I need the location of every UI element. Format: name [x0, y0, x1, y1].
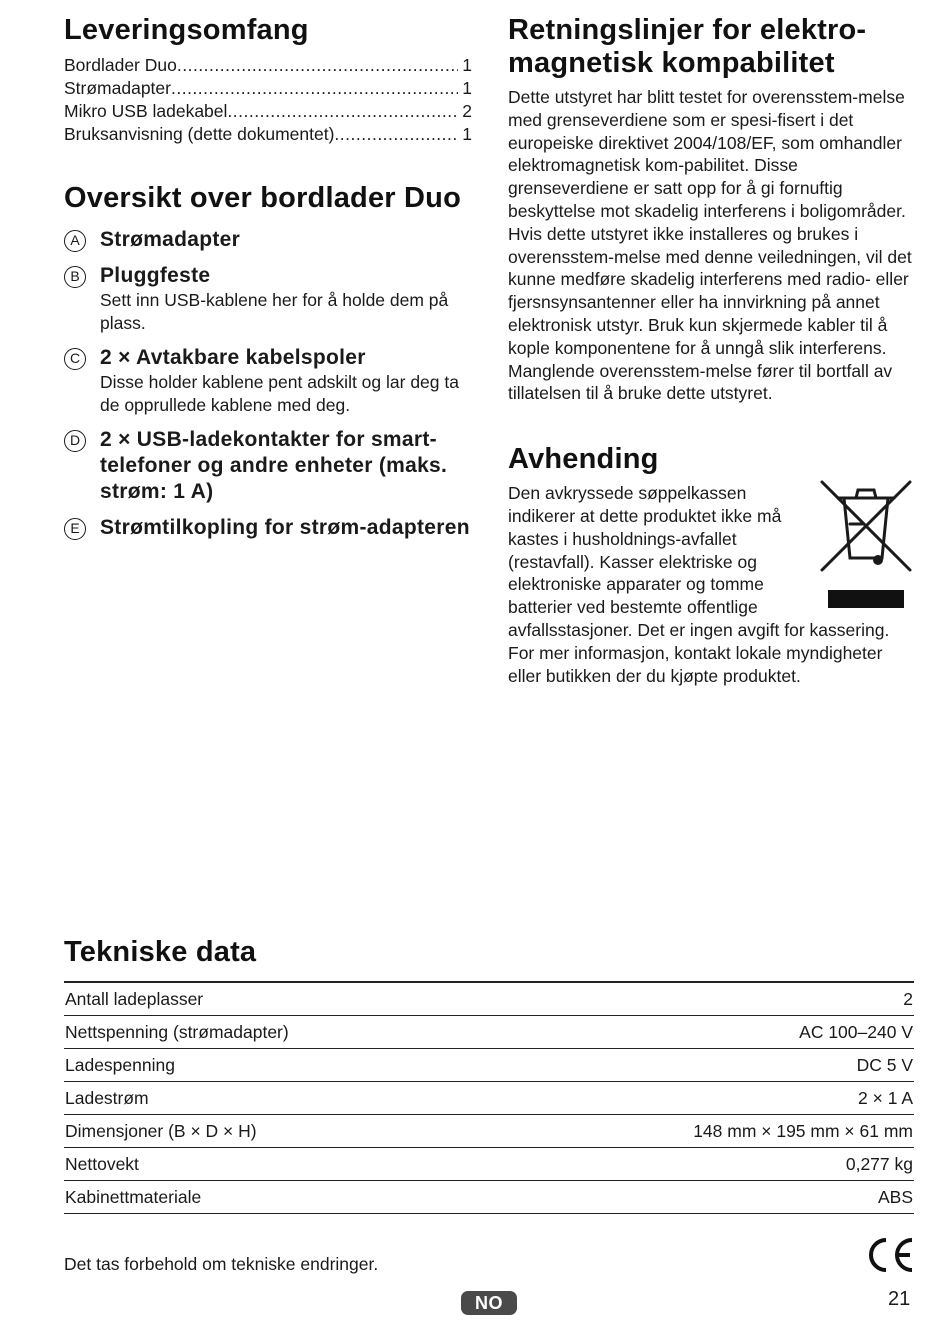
overview-item-d: [64, 427, 472, 505]
spec-key: Ladespenning: [65, 1054, 175, 1075]
delivery-item: [64, 123, 472, 146]
overview-item-a: [64, 227, 472, 253]
spec-value: 2: [903, 988, 913, 1009]
language-badge: NO: [461, 1291, 517, 1315]
spec-value: 148 mm × 195 mm × 61 mm: [693, 1120, 913, 1141]
disposal-section: [508, 443, 918, 687]
overview-item-desc: Sett inn USB-kablene her for å holde dem på plass.: [100, 290, 449, 333]
overview-item-title: 2 × USB-ladekontakter for smart-telefoner og andre enheter (maks. strøm: 1 A): [100, 428, 448, 503]
spec-key: Dimensjoner (B × D × H): [65, 1120, 257, 1141]
delivery-item-label: Mikro USB ladekabel: [64, 101, 228, 121]
delivery-item-label: Bruksanvisning (dette dokumentet): [64, 124, 335, 144]
delivery-item-label: Bordlader Duo: [64, 55, 177, 75]
overview-item-desc: Disse holder kablene pent adskilt og lar deg ta de opprullede kablene med deg.: [100, 372, 459, 415]
spec-value: DC 5 V: [856, 1054, 913, 1075]
delivery-item-label: Strømadapter: [64, 78, 171, 98]
dot-leader: [177, 54, 458, 77]
emc-title: Retningslinjer for elektro-magnetisk kompabilitet: [508, 14, 867, 79]
dot-leader: [334, 123, 458, 146]
spec-key: Ladestrøm: [65, 1087, 149, 1108]
page-number: 21: [888, 1288, 911, 1310]
overview-item-title: Pluggfeste: [100, 264, 211, 287]
tech-title: Tekniske data: [64, 936, 257, 968]
overview-item-title: 2 × Avtakbare kabelspoler: [100, 346, 366, 369]
spec-key: Antall ladeplasser: [65, 988, 204, 1009]
table-row: [64, 1115, 914, 1148]
table-row: [64, 1016, 914, 1049]
delivery-item-page: 1: [462, 55, 472, 75]
delivery-list: [64, 54, 472, 146]
overview-item-c: [64, 345, 472, 417]
table-row: [64, 1181, 914, 1214]
circled-letter-icon: D: [64, 430, 86, 452]
table-row: [64, 982, 914, 1016]
delivery-item-page: 2: [462, 101, 472, 121]
spec-value: ABS: [877, 1186, 913, 1207]
overview-title: Oversikt over bordlader Duo: [64, 182, 462, 214]
ce-mark-icon: [866, 1236, 916, 1279]
left-column: [64, 14, 472, 541]
table-row: [64, 1082, 914, 1115]
spec-value: 2 × 1 A: [858, 1087, 913, 1108]
spec-value: 0,277 kg: [845, 1153, 913, 1174]
crossed-out-wheelie-bin-icon: [818, 476, 914, 616]
table-row: [64, 1148, 914, 1181]
table-row: [64, 1049, 914, 1082]
right-column: [508, 14, 918, 687]
circled-letter-icon: B: [64, 266, 86, 288]
spec-key: Kabinettmateriale: [65, 1186, 202, 1207]
delivery-title: Leveringsomfang: [64, 14, 309, 46]
delivery-item: [64, 77, 472, 100]
delivery-item-page: 1: [462, 124, 472, 144]
emc-text: Dette utstyret har blitt testet for overensstem-melse med grenseverdiene som er spesi-fisert i det europeiske direktivet 2004/108/EF, som omhandler elektromagnetisk kom-pabilitet. Disse grenseverdiene er satt opp for å gi fornuftig beskyttelse mot skadelig interferens i boligområder. Hvis dette utstyret ikke installeres og brukes i overensstem-melse med denne veiledningen, vil det kunne medføre skadelig interferens med radio- eller fjersnsynsantenner eller ha innvirkning på annet elektronisk utstyr. Bruk kun skjermede kabler til å kople komponentene for å unngå slik interferens. Manglende overensstem-melse fører til bortfall av tillatelsen til å bruke dette utstyret.: [508, 87, 912, 404]
spec-value: AC 100–240 V: [799, 1021, 913, 1042]
overview-item-e: [64, 515, 472, 541]
tech-table: [64, 981, 914, 1214]
disposal-title: Avhending: [508, 443, 659, 476]
overview-item-b: [64, 263, 472, 335]
circled-letter-icon: E: [64, 518, 86, 540]
delivery-item: [64, 54, 472, 77]
circled-letter-icon: A: [64, 230, 86, 252]
spec-key: Nettspenning (strømadapter): [65, 1021, 289, 1042]
dot-leader: [227, 100, 458, 123]
overview-item-title: Strømadapter: [100, 228, 241, 251]
disposal-text: Den avkryssede søppelkassen indikerer at dette produktet ikke må kastes i husholdnings-avfallet (restavfall). Kasser elektriske og elektroniske apparater og tomme batterier ved bestemte offentlige avfallsstasjoner. Det er ingen avgift for kassering. For mer informasjon, kontakt lokale myndigheter eller butikken der du kjøpte produktet.: [508, 483, 890, 686]
delivery-item-page: 1: [462, 78, 472, 98]
delivery-item: [64, 100, 472, 123]
dot-leader: [171, 77, 458, 100]
overview-section: [64, 182, 472, 541]
circled-letter-icon: C: [64, 348, 86, 370]
tech-section: [64, 936, 914, 1214]
overview-item-title: Strømtilkopling for strøm-adapteren: [100, 516, 470, 539]
footnote: Det tas forbehold om tekniske endringer.: [64, 1254, 379, 1274]
spec-key: Nettovekt: [65, 1153, 139, 1174]
